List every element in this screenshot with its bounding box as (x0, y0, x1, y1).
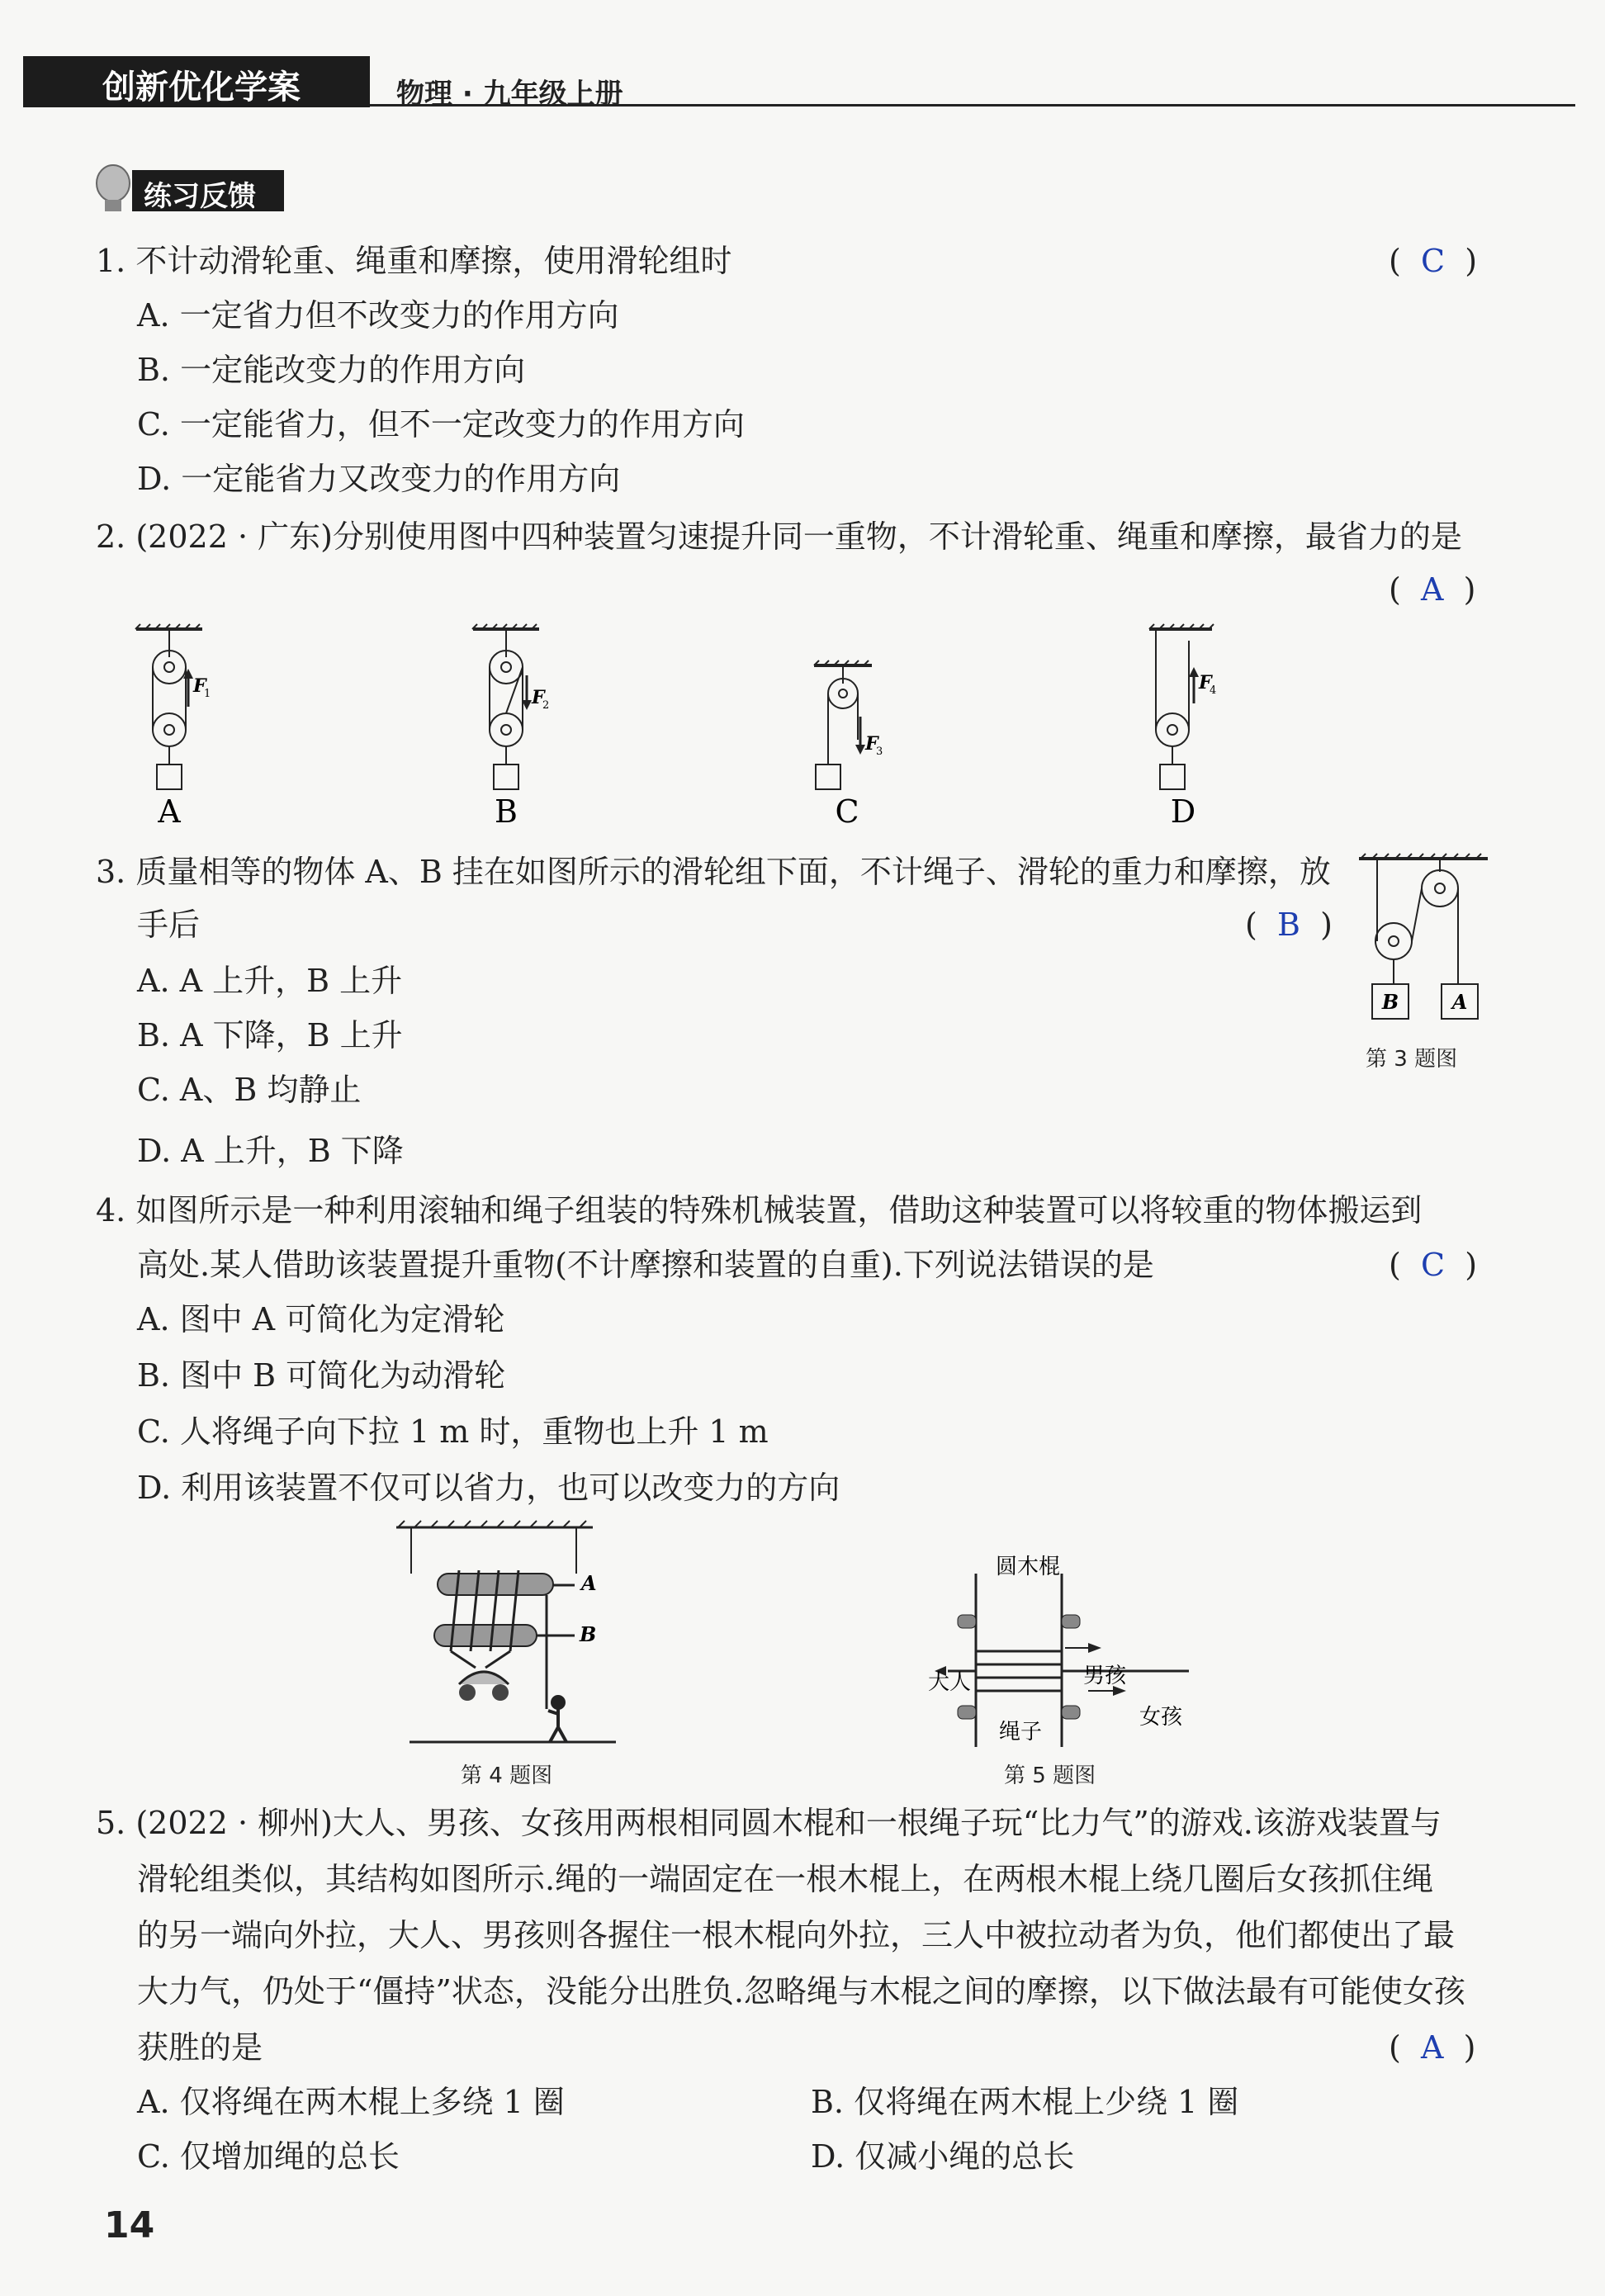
q4-answer-box: ( C ) (1389, 1247, 1478, 1283)
q2-answer-box: ( A ) (1389, 571, 1476, 608)
q2-force-3-sub: 3 (876, 746, 883, 758)
q5-figure (923, 1552, 1204, 1750)
q2-force-2-sub: 2 (542, 699, 550, 712)
q3-option-d: D. A 上升，B 下降 (137, 1133, 404, 1169)
q1-stem: 1. 不计动滑轮重、绳重和摩擦，使用滑轮组时 (96, 243, 732, 279)
q3-stem-line1: 3. 质量相等的物体 A、B 挂在如图所示的滑轮组下面，不计绳子、滑轮的重力和摩擦，放 (96, 854, 1331, 890)
q2-label-b: B (495, 793, 518, 830)
q4-label-a: A (581, 1571, 597, 1595)
q5-option-a: A. 仅将绳在两木棍上多绕 1 圈 (137, 2084, 565, 2120)
q2-label-c: C (835, 793, 859, 830)
q5-line1: 5. (2022 · 柳州)大人、男孩、女孩用两根相同圆木棍和一根绳子玩“比力气”的游戏.该游戏装置与 (96, 1805, 1442, 1841)
q5-label-boy: 男孩 (1083, 1664, 1127, 1688)
section-badge (132, 170, 284, 211)
q3-stem-line2: 手后 (137, 907, 201, 943)
q2-answer: A (1420, 571, 1444, 608)
lightbulb-icon (92, 163, 134, 216)
q2-label-a: A (158, 793, 181, 830)
q2-force-4: F (1199, 672, 1212, 694)
q4-option-c: C. 人将绳子向下拉 1 m 时，重物也上升 1 m (137, 1413, 769, 1450)
q2-label-d: D (1170, 793, 1196, 830)
q2-force-1: F (193, 675, 206, 697)
q2-force-4-sub: 4 (1210, 684, 1217, 697)
q3-answer-box: ( B ) (1245, 907, 1333, 943)
q1-option-b: B. 一定能改变力的作用方向 (137, 352, 526, 388)
q5-option-c: C. 仅增加绳的总长 (137, 2138, 400, 2175)
q5-option-d: D. 仅减小绳的总长 (811, 2138, 1075, 2175)
q2-force-2: F (532, 687, 545, 708)
q3-label-b: B (1381, 990, 1399, 1014)
q4-answer: C (1420, 1247, 1446, 1283)
q3-figure (1354, 852, 1494, 1034)
q5-option-b: B. 仅将绳在两木棍上少绕 1 圈 (811, 2084, 1239, 2120)
subject-title: 物理 · 九年级上册 (396, 78, 623, 111)
q2-force-3: F (865, 733, 878, 755)
q5-line5: 获胜的是 (137, 2029, 263, 2066)
q3-answer: B (1276, 907, 1300, 943)
q4-caption: 第 4 题图 (461, 1763, 553, 1788)
q1-answer: C (1420, 243, 1446, 279)
q5-answer: A (1420, 2029, 1444, 2066)
q5-line2: 滑轮组类似，其结构如图所示.绳的一端固定在一根木棍上，在两根木棍上绕几圈后女孩抓住绳 (137, 1861, 1434, 1897)
page-number: 14 (104, 2204, 155, 2246)
header-brand-bar (23, 56, 370, 107)
q2-stem: 2. (2022 · 广东)分别使用图中四种装置匀速提升同一重物，不计滑轮重、绳重和摩擦，最省力的是 (96, 518, 1462, 555)
q3-option-a: A. A 上升，B 上升 (137, 963, 403, 999)
q5-line3: 的另一端向外拉，大人、男孩则各握住一根木棍向外拉，三人中被拉动者为负，他们都使出了最 (137, 1917, 1456, 1953)
q5-caption: 第 5 题图 (1004, 1763, 1096, 1788)
q1-answer-box: ( C ) (1389, 243, 1478, 279)
q2-figure-b (461, 624, 560, 831)
q4-option-a: A. 图中 A 可简化为定滑轮 (137, 1301, 505, 1337)
q5-label-rope: 绳子 (999, 1720, 1043, 1744)
q5-label-stick: 圆木棍 (996, 1555, 1061, 1579)
q1-option-d: D. 一定能省力又改变力的作用方向 (137, 461, 621, 497)
q4-stem-line2: 高处.某人借助该装置提升重物(不计摩擦和装置的自重).下列说法错误的是 (137, 1247, 1154, 1283)
q4-label-b: B (580, 1622, 597, 1646)
q2-figure-c (798, 624, 897, 831)
q5-label-adult: 大人 (928, 1670, 972, 1695)
q4-figure (393, 1519, 624, 1750)
q5-label-girl: 女孩 (1139, 1705, 1183, 1730)
q3-option-c: C. A、B 均静止 (137, 1072, 362, 1108)
q3-caption: 第 3 题图 (1366, 1047, 1458, 1072)
q4-option-d: D. 利用该装置不仅可以省力，也可以改变力的方向 (137, 1470, 840, 1506)
q1-option-c: C. 一定能省力，但不一定改变力的作用方向 (137, 406, 745, 443)
q2-figure-d (1138, 624, 1237, 831)
q4-option-b: B. 图中 B 可简化为动滑轮 (137, 1357, 506, 1394)
section-title: 练习反馈 (144, 180, 256, 213)
q4-stem-line1: 4. 如图所示是一种利用滚轴和绳子组装的特殊机械装置，借助这种装置可以将较重的物体搬运到 (96, 1192, 1423, 1228)
brand-title: 创新优化学案 (102, 69, 301, 107)
q2-force-1-sub: 1 (204, 688, 211, 700)
q5-answer-box: ( A ) (1389, 2029, 1476, 2066)
q3-option-b: B. A 下降，B 上升 (137, 1017, 403, 1053)
q1-option-a: A. 一定省力但不改变力的作用方向 (137, 297, 619, 334)
q5-line4: 大力气，仍处于“僵持”状态，没能分出胜负.忽略绳与木棍之间的摩擦，以下做法最有可能使女孩 (137, 1973, 1465, 2010)
q2-figure-a (124, 624, 223, 831)
q3-label-a: A (1451, 990, 1468, 1014)
